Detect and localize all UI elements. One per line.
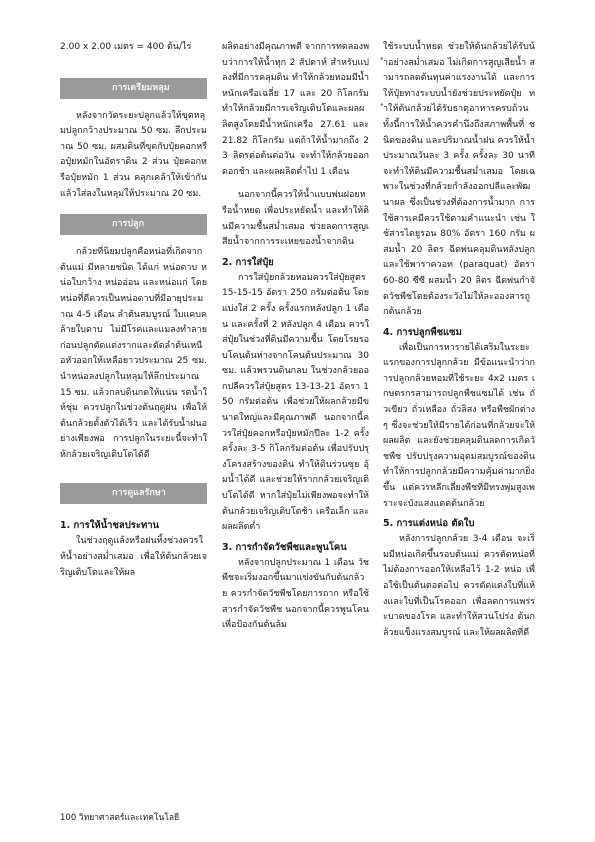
subheading-pruning: 5. การแต่งหน่อ ตัดใบ — [383, 518, 475, 530]
paragraph-weed-control: หลังจากปลูกประมาณ 1 เดือน วัชพืชจะเริ่มงอกขึ้นมาแข่งขันกับต้นกล้วย ควรกำจัดวัชพืชโดยการถาก หรือใช้สารกำจัดวัชพืช นอกจากนี้ควรพูนโคนเพื่อป้องกันต้นล้ม — [222, 557, 370, 631]
spacing-line: 2.00 x 2.00 เมตร = 400 ต้น/ไร่ — [60, 42, 192, 52]
paragraph-prep: หลังจากวัดระยะปลูกแล้วให้ขุดหลุมปลูกกว้างประมาณ 50 ซม. ลึกประมาณ 50 ซม. ผสมดินที่ขุดกับปุ๋ยคอกหรือปุ๋ยหมักในอัตราดิน 2 ส่วน ปุ๋ยคอกหรือปุ๋ยหมัก 1 ส่วน คลุกเคล้าให้เข้ากันแล้วใส่ลงในหลุมให้ประมาณ 20 ซม. — [60, 110, 207, 199]
paragraph-intercropping: เพื่อเป็นการหารายได้เสริมในระยะแรกของการปลูกกล้วย มีข้อแนะนำว่าการปลูกกล้วยหอมที่ใช้ระยะ 4x2 เมตร เกษตรกรสามารถปลูกพืชแซมได้ เช่น ถั่วเขียว ถั่วเหลือง ถั่วลิสง หรือพืชผักต่างๆ ซึ่งจะช่วยให้มีรายได้ก่อนที่กล้วยจะให้ผลผลิต และยังช่วยคลุมดินลดการเกิดวัชพืช ปรับปรุงความอุดมสมบูรณ์ของดิน ทำให้การปลูกกล้วยมีความคุ้มค่ามากยิ่งขึ้น แต่ควรหลีกเลี่ยงพืชที่มีทรงพุ่มสูงเพราะจะบังแสงแดดต้นกล้วย — [383, 342, 535, 509]
paragraph-irrigation: ในช่วงฤดูแล้งหรือฝนทิ้งช่วงควรให้น้ำอย่างสม่ำเสมอ เพื่อให้ต้นกล้วยเจริญเติบโตและให้ผล — [60, 536, 207, 578]
section-heading-planting: การปลูก — [60, 214, 207, 235]
paragraph-irrigation-note: นอกจากนี้ควรให้น้ำแบบพ่นฝอยหรือน้ำหยด เพื่อประหยัดน้ำ และทำให้ดินมีความชื้นสม่ำเสมอ ช่วยลดการสูญเสียน้ำจากการระเหยของน้ำจากดิน — [222, 190, 369, 248]
column-middle — [222, 40, 369, 634]
paragraph-fertilizer: การใส่ปุ๋ยกล้วยหอมควรใส่ปุ๋ยสูตร 15-15-15 อัตรา 250 กรัมต่อต้น โดยแบ่งใส่ 2 ครั้ง ครั้งแรกหลังปลูก 1 เดือน และครั้งที่ 2 หลังปลูก 4 เดือน ควรใส่ปุ๋ยในช่วงที่ดินมีความชื้น โดยโรยรอบโคนต้นห่างจากโคนต้นประมาณ 30 ซม. แล้วพรวนดินกลบ ในช่วงกล้วยออกปลีควรใส่ปุ๋ยสูตร 13-13-21 อัตรา 150 กรัมต่อต้น เพื่อช่วยให้ผลกล้วยมีขนาดใหญ่และมีคุณภาพดี นอกจากนี้ควรใส่ปุ๋ยคอกหรือปุ๋ยหมักปีละ 1-2 ครั้ง ครั้งละ 3-5 กิโลกรัมต่อต้น เพื่อปรับปรุงโครงสร้างของดิน ทำให้ดินร่วนซุย อุ้มน้ำได้ดี และช่วยให้รากกล้วยเจริญเติบโตได้ดี หากใส่ปุ๋ยไม่เพียงพอจะทำให้ต้นกล้วยเจริญเติบโตช้า เครือเล็ก และผลผลิตต่ำ — [222, 272, 369, 533]
column-left — [60, 40, 207, 581]
column-right — [383, 40, 535, 641]
subheading-irrigation: 1. การให้น้ำชลประทาน — [60, 520, 160, 532]
subheading-intercropping: 4. การปลูกพืชแซม — [383, 326, 462, 338]
section-heading-care: การดูแลรักษา — [60, 483, 207, 504]
subheading-weed-control: 3. การกำจัดวัชพืชและพูนโคน — [222, 541, 347, 553]
subheading-fertilizer: 2. การใส่ปุ๋ย — [222, 256, 274, 268]
section-heading-prep: การเตรียมหลุม — [60, 78, 207, 99]
paragraph-irrigation-cont: ผลิตอย่างมีคุณภาพดี จากการทดลองพบว่าการให้น้ำทุก 2 สัปดาห์ สำหรับแปลงที่มีการคลุมดิน ทำให้กล้วยหอมมีน้ำหนักเครือเฉลี่ย 17 และ 20 กิโลกรัม ทำให้กล้วยมีการเจริญเติบโตและผลผลิตสูงโดยมีน้ำหนักเครือ 27.61 และ 21.82 กิโลกรัม แต่ถ้าให้น้ำมากถึง 23 ลิตรต่อต้นต่อวัน จะทำให้กล้วยออกดอกช้า และผลผลิตต่ำไป 1 เดือน — [222, 42, 369, 177]
paragraph-weed-cont: ใช้ระบบน้ำหยด ช่วยให้ต้นกล้วยได้รับน้ำอย่างสม่ำเสมอ ไม่เกิดการสูญเสียน้ำ สามารถลดต้นทุนค่าแรงงานได้ และการให้ปุ๋ยทางระบบน้ำยังช่วยประหยัดปุ๋ย ทำให้ต้นกล้วยได้รับธาตุอาหารครบถ้วน ทั้งนี้การให้น้ำควรคำนึงถึงสภาพพื้นที่ ชนิดของดิน และปริมาณน้ำฝน ควรให้น้ำประมาณวันละ 3 ครั้ง ครั้งละ 30 นาที จะทำให้ดินมีความชื้นสม่ำเสมอ โดยเฉพาะในช่วงที่กล้วยกำลังออกปลีและพัฒนาผล ซึ่งเป็นช่วงที่ต้องการน้ำมาก การใช้สารเคมีควรใช้ตามคำแนะนำ เช่น ใช้สารไดยูรอน 80% อัตรา 160 กรัม ผสมน้ำ 20 ลิตร ฉีดพ่นคลุมดินหลังปลูก และใช้พาราควอท (paraquat) อัตรา 60-80 ซีซี ผสมน้ำ 20 ลิตร ฉีดพ่นกำจัดวัชพืชโดยต้องระวังไม่ให้ละอองสารถูกต้นกล้วย — [383, 42, 535, 318]
paragraph-pruning: หลังการปลูกกล้วย 3-4 เดือน จะเริ่มมีหน่อเกิดขึ้นรอบต้นแม่ ควรตัดหน่อที่ไม่ต้องการออกให้เหลือไว้ 1-2 หน่อ เพื่อใช้เป็นต้นตอต่อไป ควรตัดแต่งใบที่แห้งและใบที่เป็นโรคออก เพื่อลดการแพร่ระบาดของโรค และทำให้สวนโปร่ง ต้นกล้วยแข็งแรงสมบูรณ์ และให้ผลผลิตที่ดี — [383, 534, 535, 638]
page-footer: 100 วิทยาศาสตร์และเทคโนโลยี — [60, 813, 180, 823]
paragraph-planting: กล้วยที่นิยมปลูกคือหน่อที่เกิดจากต้นแม่ มีหลายชนิด ได้แก่ หน่อดาบ หน่อใบกว้าง หน่ออ่อน และหน่อแก่ โดยหน่อที่ดีควรเป็นหน่อดาบที่มีอายุประมาณ 4-5 เดือน ลำต้นสมบูรณ์ ใบแคบคล้ายใบดาบ ไม่มีโรคและแมลงทำลาย ก่อนปลูกตัดแต่งรากและตัดลำต้นเหนือหัวออกให้เหลือยาวประมาณ 25 ซม. นำหน่อลงปลูกในหลุมให้ลึกประมาณ 15 ซม. แล้วกลบดินกดให้แน่น รดน้ำให้ชุ่ม ควรปลูกในช่วงต้นฤดูฝน เพื่อให้ต้นกล้วยตั้งตัวได้เร็ว และได้รับน้ำฝนอย่างเพียงพอ การปลูกในระยะนี้จะทำให้กล้วยเจริญเติบโตได้ดี — [60, 247, 207, 460]
